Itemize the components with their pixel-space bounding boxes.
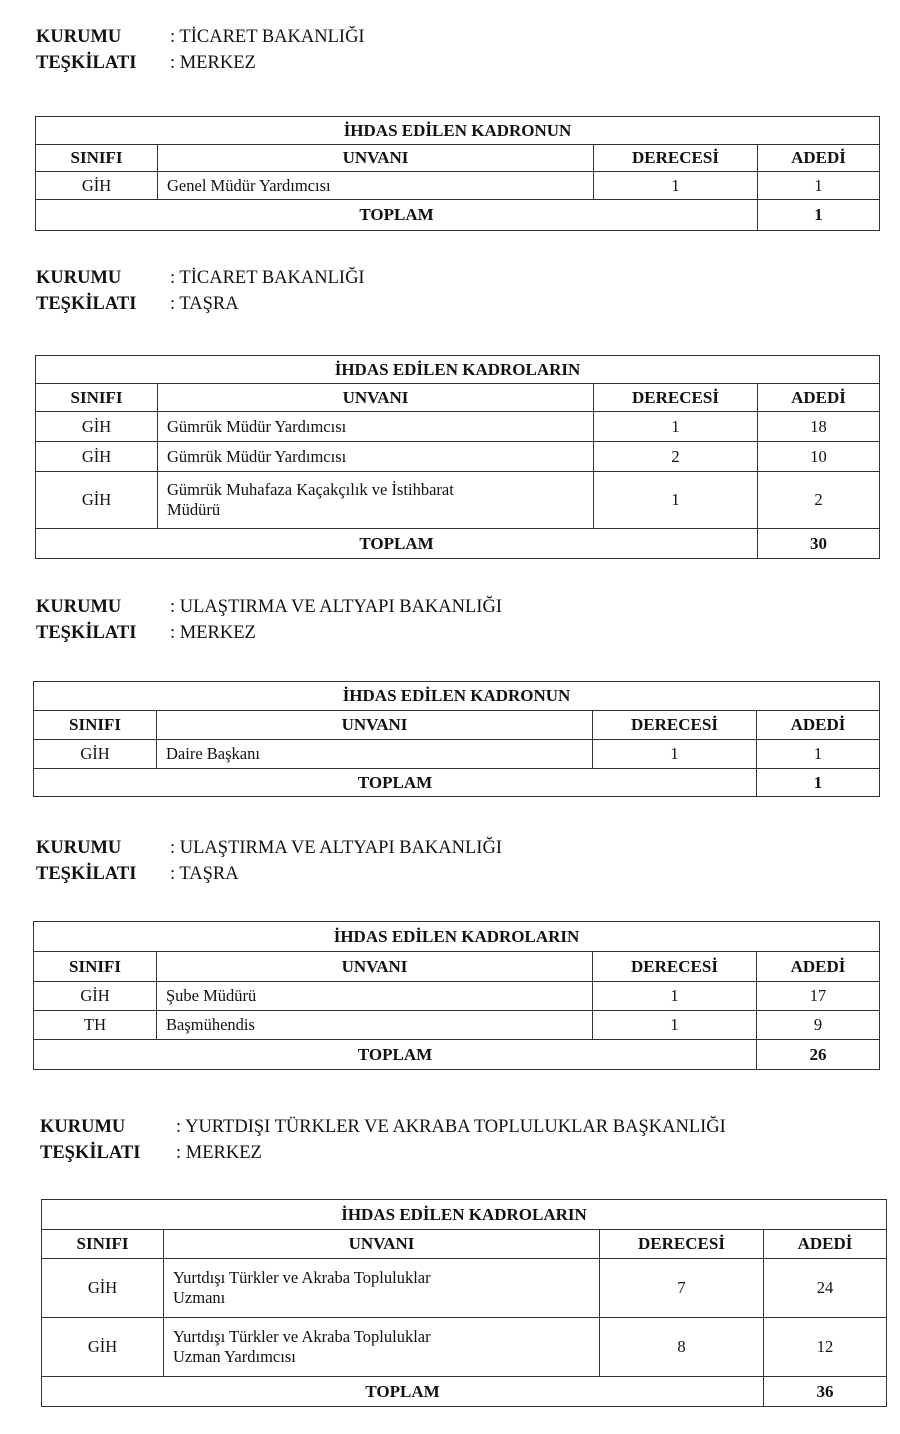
kurumu-label: KURUMU [36, 597, 122, 617]
teskilati-line [36, 620, 502, 646]
table-row [34, 982, 880, 1011]
teskilati-value: : TAŞRA [170, 864, 239, 884]
col-header-unvani: UNVANI [158, 145, 594, 172]
teskilati-label: TEŞKİLATI [40, 1143, 141, 1163]
total-value: 1 [758, 200, 880, 231]
cell-unvani: Gümrük Müdür Yardımcısı [158, 412, 594, 442]
total-value: 30 [758, 529, 880, 559]
total-row [34, 1040, 880, 1070]
kurumu-line [36, 24, 365, 50]
col-header-adedi: ADEDİ [758, 145, 880, 172]
teskilati-value: : TAŞRA [170, 294, 239, 314]
teskilati-line [36, 50, 365, 76]
col-header-sinifi: SINIFI [36, 145, 158, 172]
section-4-header [36, 835, 502, 887]
teskilati-line [36, 861, 502, 887]
cell-sinifi: GİH [36, 172, 158, 200]
section-3-header [36, 594, 502, 646]
total-row [36, 529, 880, 559]
total-value: 1 [757, 769, 880, 797]
cell-unvani-line2: Uzman Yardımcısı [173, 1347, 296, 1366]
kurumu-label: KURUMU [40, 1117, 126, 1137]
cell-unvani: Daire Başkanı [157, 740, 593, 769]
teskilati-value: : MERKEZ [170, 623, 256, 643]
cell-derecesi: 7 [600, 1259, 764, 1318]
kurumu-label: KURUMU [36, 268, 122, 288]
table-title: İHDAS EDİLEN KADROLARIN [42, 1200, 887, 1230]
col-header-sinifi: SINIFI [34, 952, 157, 982]
cadre-table-4 [33, 921, 880, 1070]
kurumu-line [40, 1114, 726, 1140]
total-value: 36 [764, 1377, 887, 1407]
cell-derecesi: 2 [594, 442, 758, 472]
cell-derecesi: 1 [593, 1011, 757, 1040]
kurumu-value: : TİCARET BAKANLIĞI [170, 268, 365, 288]
table-title: İHDAS EDİLEN KADROLARIN [34, 922, 880, 952]
table-title: İHDAS EDİLEN KADRONUN [36, 117, 880, 145]
teskilati-line [40, 1140, 726, 1166]
col-header-derecesi: DERECESİ [593, 711, 757, 740]
kurumu-value: : ULAŞTIRMA VE ALTYAPI BAKANLIĞI [170, 597, 502, 617]
total-label: TOPLAM [34, 1040, 757, 1070]
cell-sinifi: GİH [42, 1318, 164, 1377]
kurumu-line [36, 594, 502, 620]
cell-sinifi: GİH [34, 740, 157, 769]
cadre-table-5 [41, 1199, 887, 1407]
col-header-derecesi: DERECESİ [594, 145, 758, 172]
cadre-table-2 [35, 355, 880, 559]
teskilati-label: TEŞKİLATI [36, 864, 137, 884]
cadre-table-1 [35, 116, 880, 231]
cell-unvani [158, 472, 594, 529]
cell-derecesi: 8 [600, 1318, 764, 1377]
col-header-unvani: UNVANI [157, 952, 593, 982]
kurumu-label: KURUMU [36, 27, 122, 47]
cell-unvani-line1: Gümrük Muhafaza Kaçakçılık ve İstihbarat [167, 480, 454, 499]
col-header-unvani: UNVANI [164, 1230, 600, 1259]
cell-unvani: Gümrük Müdür Yardımcısı [158, 442, 594, 472]
cell-adedi: 10 [758, 442, 880, 472]
col-header-unvani: UNVANI [157, 711, 593, 740]
cell-unvani: Genel Müdür Yardımcısı [158, 172, 594, 200]
table-row [42, 1259, 887, 1318]
total-value: 26 [757, 1040, 880, 1070]
table-row [36, 412, 880, 442]
cell-unvani: Şube Müdürü [157, 982, 593, 1011]
cell-unvani [164, 1259, 600, 1318]
cell-adedi: 1 [758, 172, 880, 200]
cell-adedi: 18 [758, 412, 880, 442]
total-label: TOPLAM [36, 529, 758, 559]
cell-adedi: 1 [757, 740, 880, 769]
teskilati-label: TEŞKİLATI [36, 53, 137, 73]
cell-adedi: 12 [764, 1318, 887, 1377]
cell-derecesi: 1 [594, 472, 758, 529]
col-header-adedi: ADEDİ [758, 384, 880, 412]
cell-unvani-line1: Yurtdışı Türkler ve Akraba Topluluklar [173, 1268, 431, 1287]
table-row [36, 442, 880, 472]
cell-unvani-line1: Yurtdışı Türkler ve Akraba Topluluklar [173, 1327, 431, 1346]
cell-sinifi: GİH [34, 982, 157, 1011]
table-title: İHDAS EDİLEN KADROLARIN [36, 356, 880, 384]
kurumu-value: : YURTDIŞI TÜRKLER VE AKRABA TOPLULUKLAR BAŞKANLIĞI [176, 1117, 726, 1137]
total-row [36, 200, 880, 231]
total-row [34, 769, 880, 797]
kurumu-value: : TİCARET BAKANLIĞI [170, 27, 365, 47]
cell-adedi: 9 [757, 1011, 880, 1040]
cell-adedi: 2 [758, 472, 880, 529]
teskilati-value: : MERKEZ [176, 1143, 262, 1163]
cell-derecesi: 1 [594, 412, 758, 442]
cell-derecesi: 1 [594, 172, 758, 200]
cell-sinifi: TH [34, 1011, 157, 1040]
section-2-header [36, 265, 365, 317]
cell-derecesi: 1 [593, 740, 757, 769]
cell-unvani: Başmühendis [157, 1011, 593, 1040]
cell-adedi: 24 [764, 1259, 887, 1318]
total-label: TOPLAM [42, 1377, 764, 1407]
teskilati-label: TEŞKİLATI [36, 294, 137, 314]
col-header-sinifi: SINIFI [42, 1230, 164, 1259]
total-row [42, 1377, 887, 1407]
cell-sinifi: GİH [36, 442, 158, 472]
col-header-adedi: ADEDİ [757, 952, 880, 982]
table-row [34, 740, 880, 769]
cell-sinifi: GİH [42, 1259, 164, 1318]
cell-unvani-line2: Müdürü [167, 500, 221, 519]
total-label: TOPLAM [36, 200, 758, 231]
teskilati-value: : MERKEZ [170, 53, 256, 73]
col-header-sinifi: SINIFI [34, 711, 157, 740]
kurumu-label: KURUMU [36, 838, 122, 858]
teskilati-line [36, 291, 365, 317]
cell-derecesi: 1 [593, 982, 757, 1011]
col-header-sinifi: SINIFI [36, 384, 158, 412]
col-header-adedi: ADEDİ [764, 1230, 887, 1259]
col-header-adedi: ADEDİ [757, 711, 880, 740]
table-row [34, 1011, 880, 1040]
col-header-unvani: UNVANI [158, 384, 594, 412]
cadre-table-3 [33, 681, 880, 797]
table-row [42, 1318, 887, 1377]
col-header-derecesi: DERECESİ [593, 952, 757, 982]
cell-unvani [164, 1318, 600, 1377]
cell-sinifi: GİH [36, 472, 158, 529]
col-header-derecesi: DERECESİ [600, 1230, 764, 1259]
kurumu-line [36, 835, 502, 861]
total-label: TOPLAM [34, 769, 757, 797]
kurumu-line [36, 265, 365, 291]
table-row [36, 472, 880, 529]
section-5-header [40, 1114, 726, 1166]
section-1-header [36, 24, 365, 76]
cell-sinifi: GİH [36, 412, 158, 442]
cell-unvani-line2: Uzmanı [173, 1288, 226, 1307]
teskilati-label: TEŞKİLATI [36, 623, 137, 643]
cell-adedi: 17 [757, 982, 880, 1011]
col-header-derecesi: DERECESİ [594, 384, 758, 412]
kurumu-value: : ULAŞTIRMA VE ALTYAPI BAKANLIĞI [170, 838, 502, 858]
table-row [36, 172, 880, 200]
table-title: İHDAS EDİLEN KADRONUN [34, 682, 880, 711]
